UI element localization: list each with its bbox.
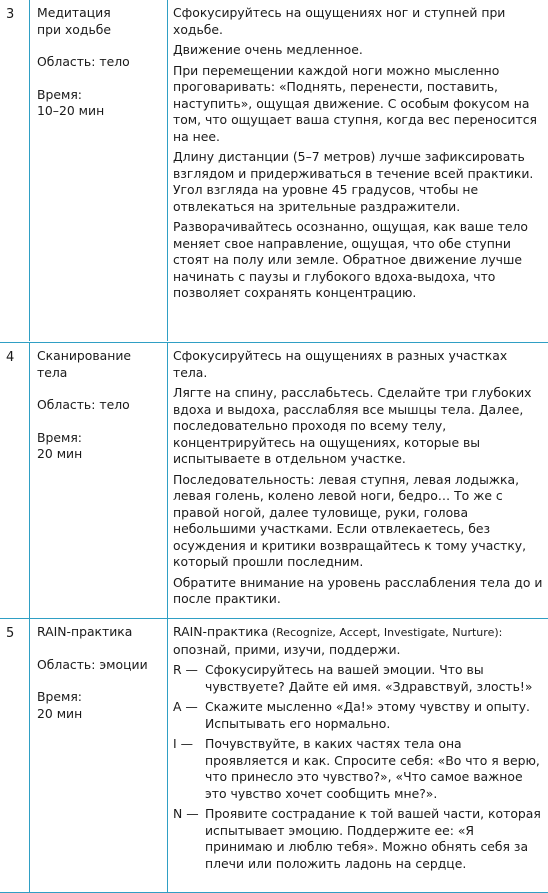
practice-area: Область: тело — [37, 54, 130, 69]
practice-description — [173, 348, 545, 612]
rain-text: Почувствуйте, в каких частях тела она проявляется и как. Спросите себя: «Во что я верю, что принесло это чувство?», «Что самое важное это чувство хочет сообщить мне?». — [205, 736, 540, 801]
practice-area: Область: тело — [37, 397, 130, 412]
column-divider — [29, 0, 30, 341]
rain-intro-title: RAIN-практика — [173, 624, 269, 639]
column-divider — [29, 343, 30, 618]
practice-title: при ходьбе — [37, 21, 112, 37]
description-paragraph: Длину дистанции (5–7 метров) лучше зафиксировать взглядом и придерживаться в течение всей практики. Угол взгляда на уровне 45 градусов, чтобы не отвлекаться на зрительные раздражители. — [173, 149, 534, 214]
rain-step-a — [173, 699, 545, 732]
description-paragraph: Обратите внимание на уровень расслабления тела до и после практики. — [173, 574, 543, 606]
time-label: Время: — [37, 86, 82, 102]
row-number: 5 — [6, 626, 15, 641]
practice-description — [173, 624, 545, 876]
column-divider — [29, 619, 30, 892]
description-paragraph: Сфокусируйтесь на ощущениях ног и ступней при ходьбе. — [173, 5, 506, 37]
rain-step-r — [173, 662, 545, 695]
column-divider — [167, 343, 168, 618]
practice-title: RAIN-практика — [37, 624, 133, 639]
time-label: Время: — [37, 689, 82, 704]
practice-info — [37, 5, 163, 120]
practice-title: Медитация — [37, 5, 111, 20]
description-paragraph: При перемещении каждой ноги можно мысленно проговаривать: «Поднять, перенести, поставить, наступить», ощущая движение. С особым фокусом на том, что ощущает ваша ступня, когда вес переносится на нее. — [173, 62, 537, 144]
rain-step-i — [173, 736, 545, 802]
practice-title: Сканирование — [37, 348, 132, 363]
time-value: 20 мин — [37, 705, 83, 721]
practice-info — [37, 624, 163, 722]
row-number: 3 — [6, 7, 15, 22]
description-paragraph: Движение очень медленное. — [173, 42, 363, 57]
rain-letter: N — — [173, 806, 199, 821]
row-number: 4 — [6, 350, 15, 365]
practice-description — [173, 5, 545, 306]
table-row — [0, 618, 548, 893]
rain-intro-expansion: (Recognize, Accept, Investigate, Nurture): — [268, 626, 503, 639]
description-paragraph: Последовательность: левая ступня, левая лодыжка, левая голень, колено левой ноги, бедро… То же с правой ногой, далее туловище, руки, голова небольшими участками. Если отвлекаетесь, без осуждения и критики возвращайтесь к тому участку, который прошли последним. — [173, 471, 527, 569]
rain-letter: A — — [173, 699, 198, 714]
description-paragraph: Сфокусируйтесь на ощущениях в разных участках тела. — [173, 348, 508, 380]
table-row — [0, 0, 548, 341]
time-value: 10–20 мин — [37, 103, 105, 118]
practice-info — [37, 348, 163, 463]
rain-text: Скажите мысленно «Да!» этому чувству и опыту. Испытывать его нормально. — [205, 699, 530, 731]
column-divider — [167, 619, 168, 892]
rain-step-n — [173, 806, 545, 872]
rain-intro-translation: опознай, прими, изучи, поддержи. — [173, 641, 401, 657]
rain-text: Проявите сострадание к той вашей части, которая испытывает эмоцию. Поддержите ее: «Я принимаю и люблю тебя». Можно обнять себя за плечи или положить ладонь на сердце. — [205, 806, 541, 871]
table-row — [0, 342, 548, 618]
time-value: 20 мин — [37, 446, 83, 461]
column-divider — [167, 0, 168, 341]
description-paragraph: Лягте на спину, расслабьтесь. Сделайте три глубоких вдоха и выдоха, расслабляя все мышцы тела. Далее, последовательно проходя по всему телу, концентрируйтесь на ощущениях, которые вы испытываете в отдельном участке. — [173, 385, 532, 466]
description-paragraph: Разворачивайтесь осознанно, ощущая, как ваше тело меняет свое направление, ощущая, что обе ступни стоят на полу или земле. Обратное движение лучше начинать с паузы и глубокого вдоха-выдоха, что позволяет сохранять концентрацию. — [173, 219, 528, 300]
rain-text: Сфокусируйтесь на вашей эмоции. Что вы чувствуете? Дайте ей имя. «Здравствуй, злость!» — [205, 662, 533, 694]
time-label: Время: — [37, 429, 82, 445]
rain-intro — [173, 624, 545, 658]
rain-letter: R — — [173, 662, 198, 677]
practice-title: тела — [37, 364, 68, 380]
practice-area: Область: эмоции — [37, 656, 148, 672]
rain-letter: I — — [173, 736, 193, 751]
